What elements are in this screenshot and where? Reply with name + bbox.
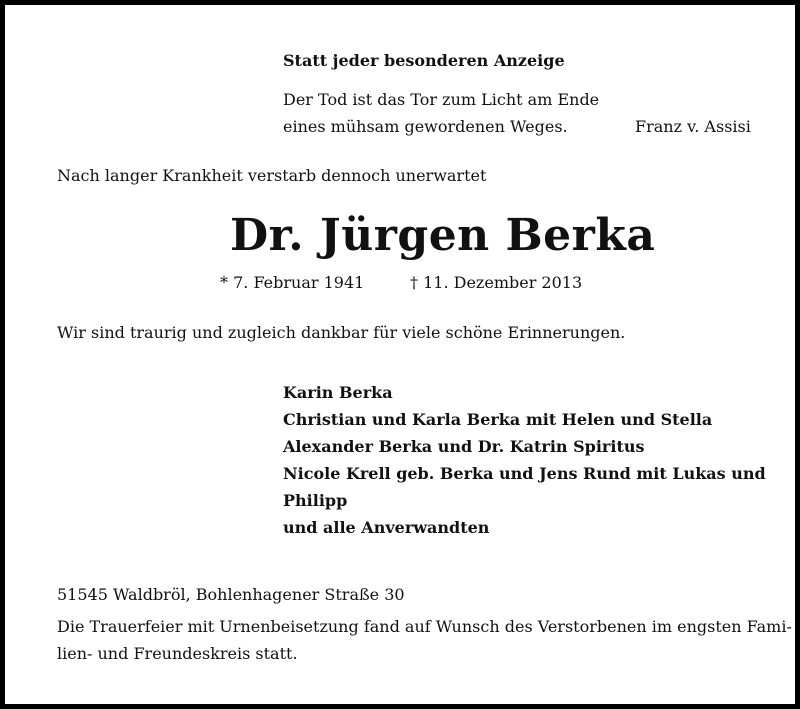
funeral-line-1: Die Trauerfeier mit Urnenbeisetzung fand auf Wunsch des Verstorbenen im engsten Fami- [57,617,792,636]
quote-line-1: Der Tod ist das Tor zum Licht am Ende [283,90,600,109]
funeral-line-2: lien- und Freundeskreis statt. [57,644,298,663]
death-date: † 11. Dezember 2013 [410,273,583,292]
header-text: Statt jeder besonderen Anzeige [283,51,565,70]
family-member: Karin Berka [283,383,393,402]
family-member: und alle Anverwandten [283,518,490,537]
message-text: Wir sind traurig und zugleich dankbar für viele schöne Erinnerungen. [57,323,626,342]
family-member: Christian und Karla Berka mit Helen und Stella [283,410,713,429]
quote-author: Franz v. Assisi [635,117,751,136]
deceased-name: Dr. Jürgen Berka [230,210,656,261]
family-member: Philipp [283,491,348,510]
intro-text: Nach langer Krankheit verstarb dennoch unerwartet [57,166,487,185]
address-text: 51545 Waldbröl, Bohlenhagener Straße 30 [57,585,405,604]
quote-line-2: eines mühsam gewordenen Weges. [283,117,568,136]
family-member: Alexander Berka und Dr. Katrin Spiritus [283,437,645,456]
family-member: Nicole Krell geb. Berka und Jens Rund mit Lukas und [283,464,766,483]
birth-date: * 7. Februar 1941 [220,273,365,292]
